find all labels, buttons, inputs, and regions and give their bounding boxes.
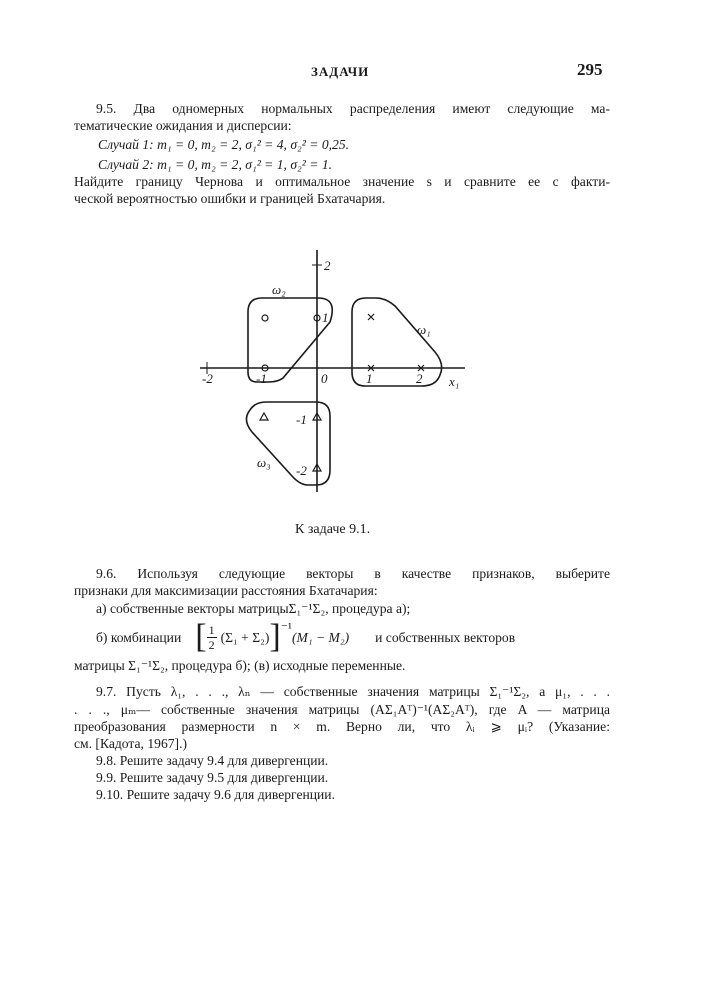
- page-number: 295: [577, 60, 603, 79]
- line-3-text-c: , процедура а);: [325, 601, 411, 616]
- figure-9-1: [190, 240, 480, 510]
- problem-9-10: 9.10. Решите задачу 9.6 для дивергенции.: [96, 787, 335, 802]
- label-omega-3: ω₃: [257, 455, 271, 470]
- figure-caption: К задаче 9.1.: [295, 522, 371, 537]
- case-2-label: Случай 2:: [98, 157, 154, 172]
- tick-x-m2: -2: [202, 371, 213, 386]
- line-4-text-a: б) комбинации: [96, 629, 182, 645]
- problem-9-5-case-2: [98, 156, 332, 173]
- problem-9-5-line-1: 9.5. Два одномерных нормальных распределения имеют следующие ма-: [96, 101, 610, 116]
- problem-9-5-line-6: ческой вероятностью ошибки и границей Бхатачария.: [74, 191, 386, 206]
- omega-1-point: [368, 314, 374, 320]
- problem-9-7-line-2: . . ., μₘ— собственные значения матрицы (AΣ₁Aᵀ)⁻¹(AΣ₂Aᵀ), где A — матрица: [74, 702, 610, 717]
- label-x1: x₁: [449, 374, 460, 389]
- problem-9-6-line-1: 9.6. Используя следующие векторы в качестве признаков, выберите: [96, 566, 610, 581]
- tick-y-2: 2: [324, 258, 331, 273]
- problem-9-5-line-2: тематические ожидания и дисперсии:: [74, 118, 292, 133]
- tick-x-0: 0: [321, 371, 328, 386]
- running-head: ЗАДАЧИ: [311, 64, 370, 79]
- label-omega-1: ω₁: [417, 322, 431, 337]
- fraction-numerator: 1: [208, 622, 215, 637]
- problem-9-6-line-3: [96, 600, 410, 617]
- line-4-inverse: ⁻¹: [280, 619, 292, 635]
- problem-9-7-line-4: см. [Кадота, 1967].): [74, 736, 187, 751]
- omega-3-point: [260, 413, 268, 420]
- problem-9-8: 9.8. Решите задачу 9.4 для дивергенции.: [96, 753, 329, 768]
- fraction-one-half: [207, 623, 217, 652]
- case-1-label: Случай 1:: [98, 137, 154, 152]
- omega-2-point: [262, 315, 268, 321]
- left-bracket-icon: [: [195, 618, 207, 655]
- problem-9-5-case-1: [98, 136, 349, 153]
- problem-9-6-line-5: матрицы Σ₁⁻¹Σ₂, процедура б); (в) исходные переменные.: [74, 658, 406, 673]
- region-omega-2: [248, 298, 332, 382]
- line-4-diff: (M₁ − M₂): [291, 629, 350, 645]
- problem-9-7-line-3: преобразования размерности n × m. Верно ли, что λᵢ ⩾ μᵢ? (Указание:: [74, 719, 610, 734]
- tick-y-1: 1: [322, 310, 329, 325]
- tick-y-m2: -2: [296, 463, 307, 478]
- tick-x-m1: -1: [256, 371, 267, 386]
- tick-x-1: 1: [366, 371, 373, 386]
- tick-x-2: 2: [416, 371, 423, 386]
- case-1-values: m₁ = 0, m₂ = 2, σ₁² = 4, σ₂² = 0,25.: [157, 137, 350, 152]
- line-4-sum: (Σ₁ + Σ₂): [220, 629, 270, 645]
- problem-9-6-line-4: [96, 620, 515, 654]
- problem-9-7-line-1: 9.7. Пусть λ₁, . . ., λₙ — собственные значения матрицы Σ₁⁻¹Σ₂, а μ₁, . . .: [96, 684, 610, 699]
- line-3-text-a: а) собственные векторы матрицы: [96, 601, 289, 616]
- problem-9-9: 9.9. Решите задачу 9.5 для дивергенции.: [96, 770, 329, 785]
- line-4-text-e: и собственных векторов: [375, 629, 516, 645]
- problem-9-5-line-5: Найдите границу Чернова и оптимальное значение s и сравните ее с факти-: [74, 174, 610, 189]
- line-3-matrix: Σ₁⁻¹Σ₂: [288, 601, 326, 616]
- label-omega-2: ω₂: [272, 282, 286, 297]
- fraction-denominator: 2: [208, 637, 215, 652]
- problem-9-6-line-2: признаки для максимизации расстояния Бхатачария:: [74, 583, 378, 598]
- right-bracket-icon: ]: [269, 618, 281, 655]
- tick-y-m1: -1: [296, 412, 307, 427]
- case-2-values: m₁ = 0, m₂ = 2, σ₁² = 1, σ₂² = 1.: [157, 157, 333, 172]
